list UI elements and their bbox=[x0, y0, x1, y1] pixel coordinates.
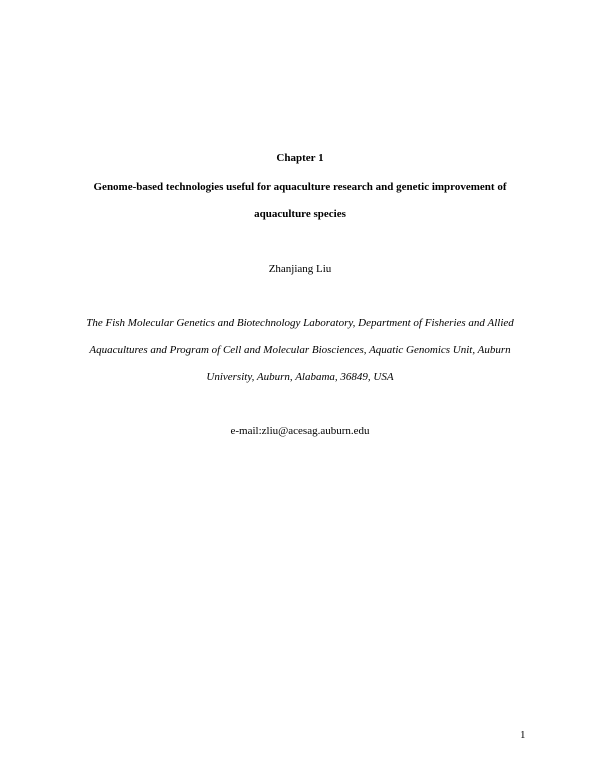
author-email: e-mail:zliu@acesag.auburn.edu bbox=[230, 425, 370, 437]
chapter-title-line-2: aquaculture species bbox=[254, 208, 346, 220]
chapter-title-line-1: Genome-based technologies useful for aquaculture research and genetic improvement of bbox=[93, 181, 507, 193]
affiliation-line-2: Aquacultures and Program of Cell and Molecular Biosciences, Aquatic Genomics Unit, Auburn bbox=[89, 344, 511, 356]
affiliation-line-1: The Fish Molecular Genetics and Biotechnology Laboratory, Department of Fisheries and Allied bbox=[86, 317, 514, 329]
author-name: Zhanjiang Liu bbox=[268, 263, 332, 275]
affiliation-line-3: University, Auburn, Alabama, 36849, USA bbox=[206, 371, 394, 383]
chapter-label: Chapter 1 bbox=[276, 152, 324, 164]
page-number: 1 bbox=[520, 729, 526, 741]
